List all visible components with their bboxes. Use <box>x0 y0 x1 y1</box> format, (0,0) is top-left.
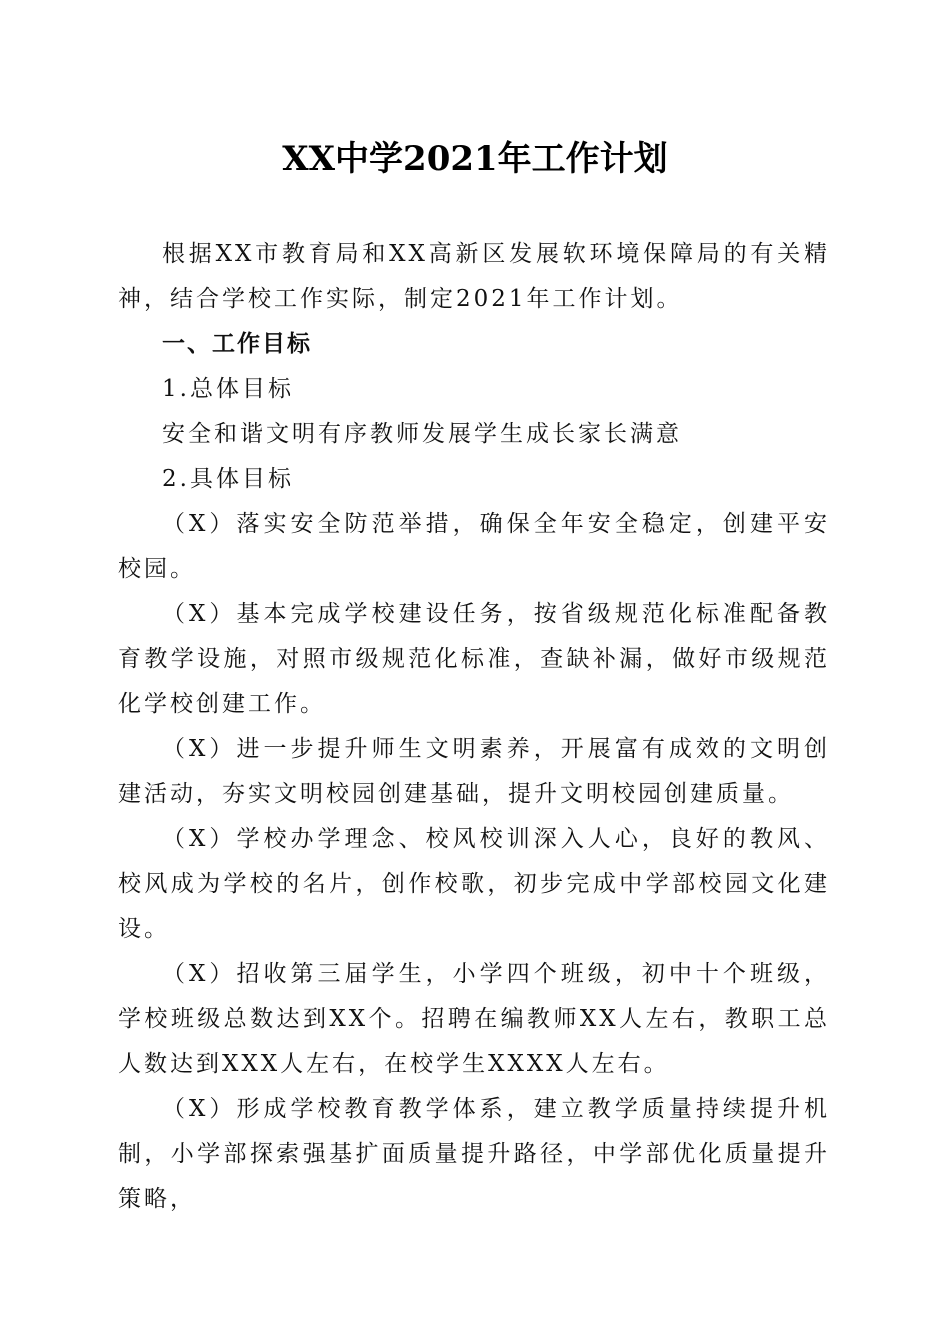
paragraph-goal-construction: （X）基本完成学校建设任务，按省级规范化标准配备教育教学设施，对照市级规范化标准，查缺补漏，做好市级规范化学校创建工作。 <box>118 601 830 717</box>
paragraph-intro: 根据XX市教育局和XX高新区发展软环境保障局的有关精神，结合学校工作实际，制定2021年工作计划。 <box>118 241 830 312</box>
paragraph-overall-goal: 安全和谐文明有序教师发展学生成长家长满意 <box>162 421 682 447</box>
paragraph-goal-enrollment: （X）招收第三届学生，小学四个班级，初中十个班级，学校班级总数达到XX个。招聘在编教师XX人左右，教职工总人数达到XXX人左右，在校学生XXXX人左右。 <box>118 961 830 1077</box>
paragraph-goal-culture: （X）学校办学理念、校风校训深入人心，良好的教风、校风成为学校的名片，创作校歌，初步完成中学部校园文化建设。 <box>118 826 830 942</box>
paragraph-goal-teaching: （X）形成学校教育教学体系，建立教学质量持续提升机制，小学部探索强基扩面质量提升路径，中学部优化质量提升策略， <box>118 1096 830 1212</box>
section-heading-goals: 一、工作目标 <box>162 331 312 357</box>
paragraph-goal-safety: （X）落实安全防范举措，确保全年安全稳定，创建平安校园。 <box>118 511 830 582</box>
subheading-specific-goals: 2.具体目标 <box>162 466 294 492</box>
document-title: XX中学2021年工作计划 <box>282 139 668 179</box>
subheading-overall-goal: 1.总体目标 <box>162 376 294 402</box>
document-body <box>118 232 830 1222</box>
paragraph-goal-civility: （X）进一步提升师生文明素养，开展富有成效的文明创建活动，夯实文明校园创建基础，提升文明校园创建质量。 <box>118 736 830 807</box>
